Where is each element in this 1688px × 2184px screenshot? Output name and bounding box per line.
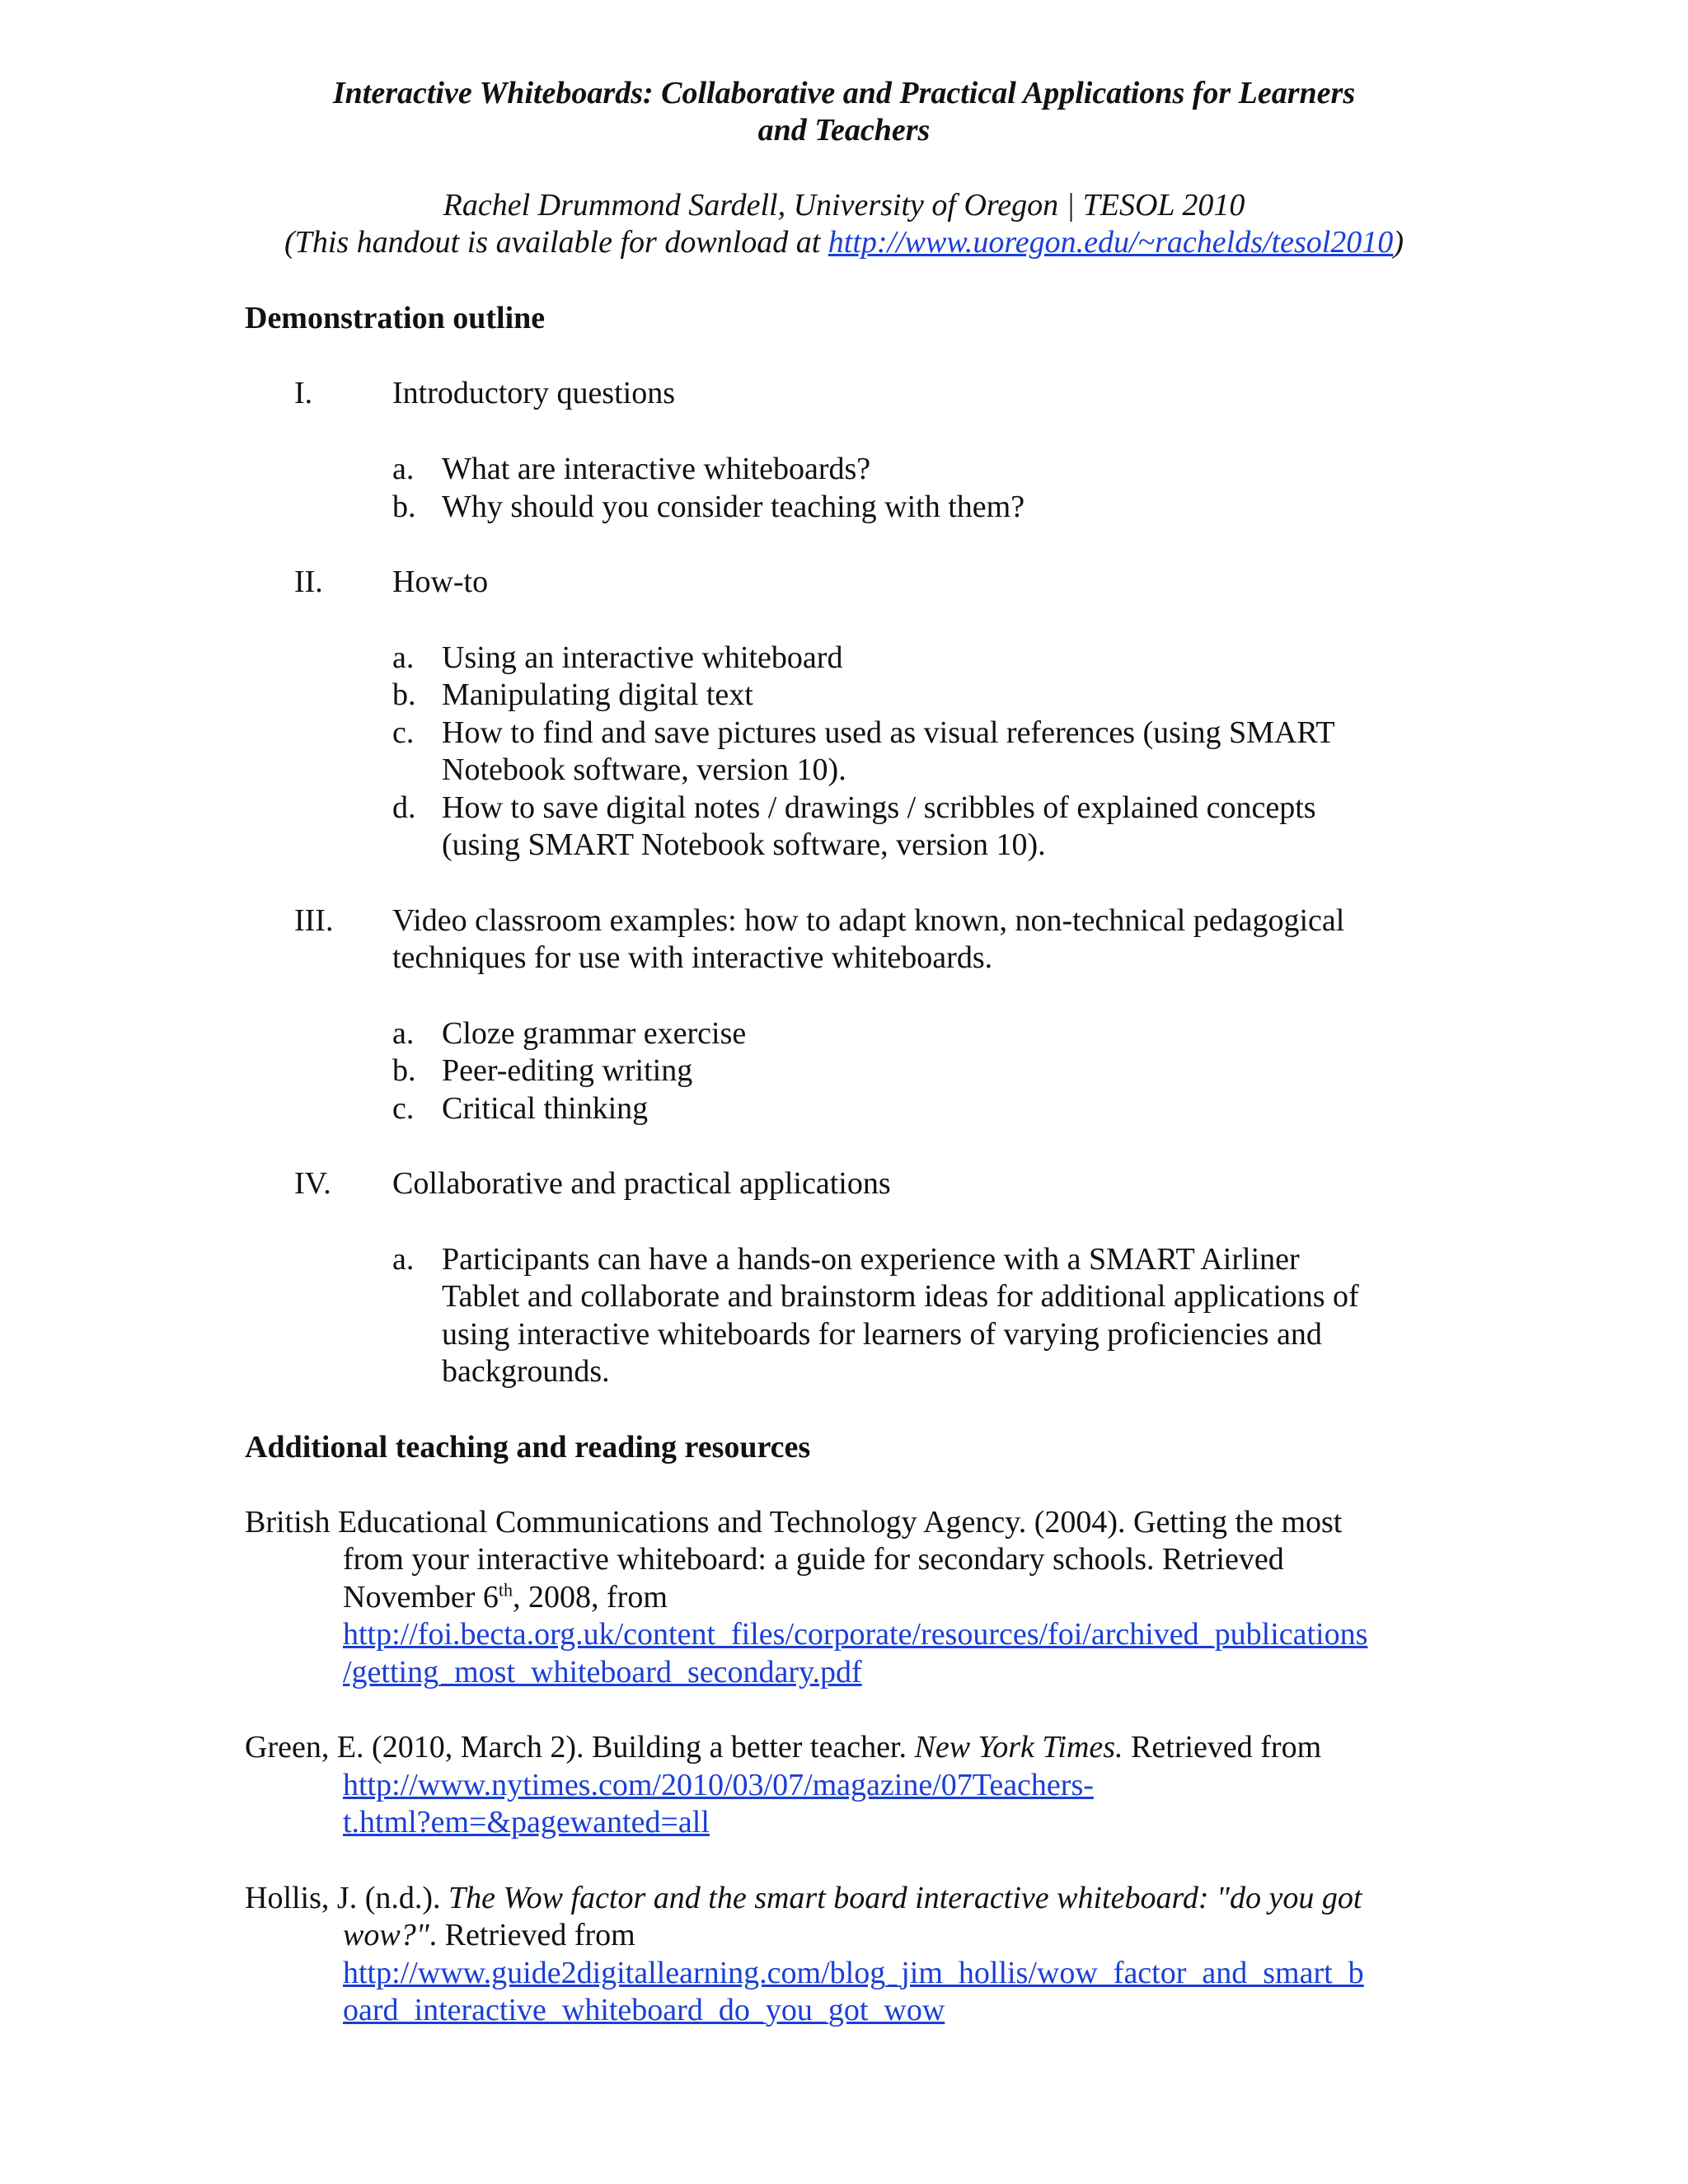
reference-text: British Educational Communications and Technology Agency. (2004). Getting the most — [245, 1505, 1343, 1540]
reference-date: November 6 — [343, 1580, 499, 1615]
ordinal-suffix: th — [498, 1579, 513, 1601]
section-title: techniques for use with interactive whiteboards. — [392, 940, 993, 975]
section-numeral: III. — [294, 903, 334, 938]
reference-link-line — [343, 1991, 945, 2029]
item-text: Why should you consider teaching with them? — [442, 490, 1025, 524]
item-text: Tablet and collaborate and brainstorm ideas for additional applications of — [442, 1279, 1359, 1314]
item-letter: c. — [392, 1091, 415, 1126]
section-title: Collaborative and practical applications — [392, 1166, 891, 1201]
reference-link-line — [343, 1766, 1094, 1804]
section-numeral: IV. — [294, 1166, 331, 1201]
reference-title: The Wow factor and the smart board interactive whiteboard: "do you got — [448, 1881, 1362, 1915]
title-line-1: Interactive Whiteboards: Collaborative and Practical Applications for Learners — [332, 76, 1356, 110]
item-text: Manipulating digital text — [442, 677, 753, 712]
item-letter: b. — [392, 677, 416, 712]
reference-link[interactable]: http://www.nytimes.com/2010/03/07/magazine/07Teachers- — [343, 1768, 1094, 1802]
section-title: How-to — [392, 565, 489, 599]
reference-date-rest: , 2008, from — [513, 1580, 668, 1615]
reference-link-line — [343, 1803, 710, 1841]
reference-title: wow?" — [343, 1918, 429, 1952]
download-line — [0, 223, 1688, 261]
section-numeral: II. — [294, 565, 323, 599]
item-text: What are interactive whiteboards? — [442, 452, 871, 486]
item-letter: a. — [392, 640, 415, 675]
reference-source: New York Times. — [914, 1730, 1123, 1765]
reference-link[interactable]: oard_interactive_whiteboard_do_you_got_wow — [343, 1993, 945, 2027]
item-text: using interactive whiteboards for learners of varying proficiencies and — [442, 1317, 1322, 1352]
reference-link-line — [343, 1954, 1364, 1992]
reference-text: from your interactive whiteboard: a guide for secondary schools. Retrieved — [343, 1542, 1284, 1577]
section-title: Video classroom examples: how to adapt known, non-technical pedagogical — [392, 903, 1345, 938]
reference-link[interactable]: http://foi.becta.org.uk/content_files/corporate/resources/foi/archived_publications — [343, 1617, 1368, 1652]
section-numeral: I. — [294, 376, 313, 410]
item-letter: a. — [392, 452, 415, 486]
item-text: (using SMART Notebook software, version 10). — [442, 827, 1046, 862]
section-title: Introductory questions — [392, 376, 676, 410]
reference-link[interactable]: t.html?em=&pagewanted=all — [343, 1805, 710, 1840]
item-text: How to save digital notes / drawings / scribbles of explained concepts — [442, 790, 1316, 825]
item-text: How to find and save pictures used as visual references (using SMART — [442, 715, 1335, 750]
item-text: Peer-editing writing — [442, 1053, 693, 1088]
item-text: Notebook software, version 10). — [442, 752, 846, 787]
reference-retrieved: Retrieved from — [1123, 1730, 1322, 1765]
download-prefix: (This handout is available for download at — [284, 225, 828, 260]
download-link[interactable]: http://www.uoregon.edu/~rachelds/tesol2010 — [828, 225, 1394, 260]
item-letter: b. — [392, 1053, 416, 1088]
item-text: Participants can have a hands-on experience with a SMART Airliner — [442, 1242, 1300, 1277]
download-suffix: ) — [1393, 225, 1404, 260]
item-letter: b. — [392, 490, 416, 524]
outline-heading: Demonstration outline — [245, 301, 546, 335]
item-letter: a. — [392, 1242, 415, 1277]
author-line: Rachel Drummond Sardell, University of Oregon | TESOL 2010 — [443, 188, 1245, 223]
item-text: Cloze grammar exercise — [442, 1016, 747, 1051]
item-text: Critical thinking — [442, 1091, 649, 1126]
item-text: backgrounds. — [442, 1354, 610, 1389]
item-letter: d. — [392, 790, 416, 825]
reference-link-line — [343, 1615, 1367, 1653]
reference-text — [343, 1916, 635, 1954]
item-text: Using an interactive whiteboard — [442, 640, 843, 675]
reference-author: Hollis, J. (n.d.). — [245, 1881, 448, 1915]
reference-text — [245, 1879, 1362, 1917]
resources-heading: Additional teaching and reading resources — [245, 1430, 811, 1465]
reference-text — [245, 1728, 1321, 1766]
item-letter: c. — [392, 715, 415, 750]
reference-link[interactable]: /getting_most_whiteboard_secondary.pdf — [343, 1655, 862, 1690]
reference-link-line — [343, 1653, 862, 1691]
reference-author: Green, E. (2010, March 2). Building a better teacher. — [245, 1730, 915, 1765]
reference-retrieved: . Retrieved from — [429, 1918, 635, 1952]
title-line-2: and Teachers — [757, 113, 931, 148]
reference-link[interactable]: http://www.guide2digitallearning.com/blog_jim_hollis/wow_factor_and_smart_b — [343, 1956, 1364, 1990]
item-letter: a. — [392, 1016, 415, 1051]
reference-text — [343, 1578, 668, 1616]
